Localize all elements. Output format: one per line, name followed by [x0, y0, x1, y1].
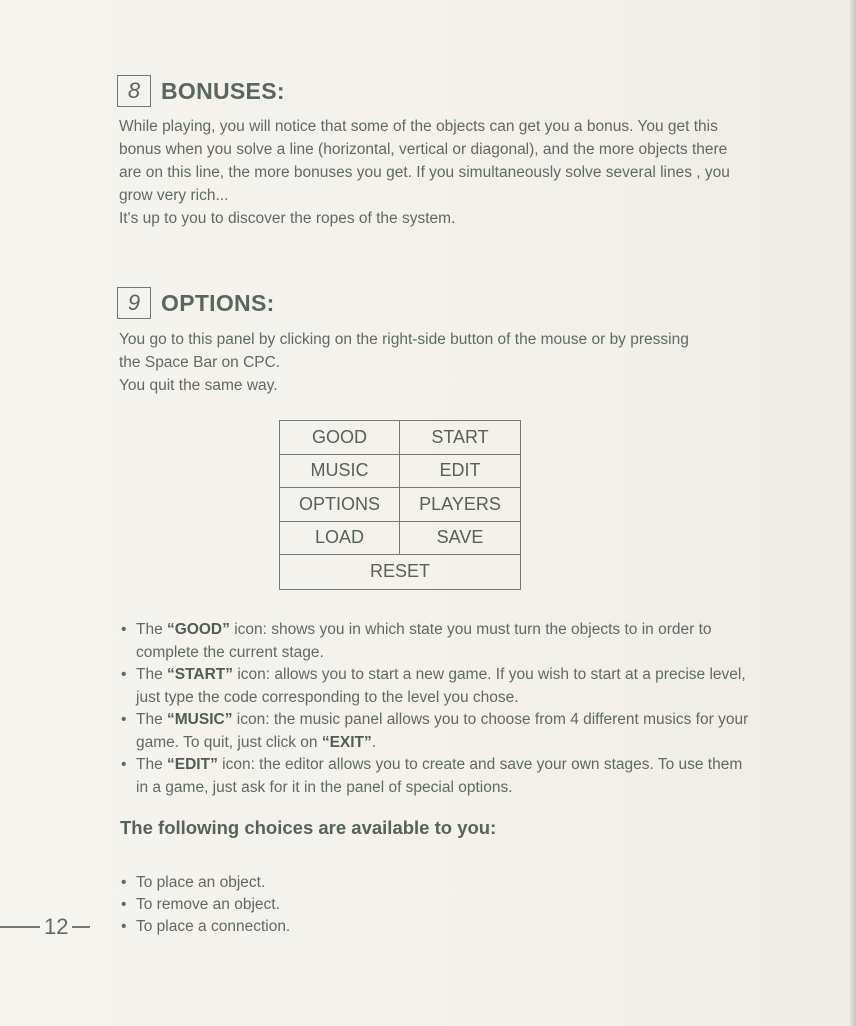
list-item [119, 916, 290, 938]
bullet-text: The [136, 756, 168, 773]
page-number: 12 [44, 914, 69, 939]
choice-text: To place a connection. [136, 918, 291, 935]
panel-cell-options: OPTIONS [280, 488, 400, 522]
icon-descriptions [119, 619, 749, 799]
choices-heading: The following choices are available to you: [120, 817, 497, 838]
bonuses-paragraph-2: It's up to you to discover the ropes of the system. [119, 210, 456, 227]
bullet-glyph: • [121, 666, 127, 683]
page-spine [850, 0, 856, 1026]
bullet-text: icon: shows you in which state you must turn the objects to in order to complete the current stage. [136, 621, 712, 661]
bullet-text: icon: the editor allows you to create and save your own stages. To use them in a game, just ask for it in the panel of special options. [136, 756, 743, 796]
bullet-keyword: “MUSIC” [167, 711, 233, 728]
list-item [119, 619, 749, 664]
bullet-glyph: • [121, 756, 127, 773]
bullet-keyword: “EDIT” [167, 756, 218, 773]
bullet-glyph: • [121, 621, 127, 638]
page-number-rule-right [72, 926, 90, 928]
bullet-text: . [371, 733, 377, 751]
section-number-box: 8 [117, 75, 151, 107]
section-number-box: 9 [117, 287, 151, 319]
panel-cell-good: GOOD [280, 421, 400, 455]
list-item [119, 894, 290, 916]
list-item [119, 664, 749, 709]
page-number-rule-left [0, 926, 40, 928]
section-title: BONUSES: [161, 77, 285, 104]
list-item [119, 872, 290, 894]
panel-cell-edit: EDIT [400, 455, 520, 489]
section-title: OPTIONS: [161, 289, 275, 316]
panel-cell-reset: RESET [369, 561, 430, 582]
page-number-footer [0, 914, 90, 940]
choice-text: To place an object. [136, 874, 266, 891]
bullet-keyword: “EXIT” [321, 733, 372, 751]
bonuses-text [119, 115, 749, 230]
bullet-glyph: • [121, 711, 127, 728]
bullet-text: The [136, 666, 168, 683]
bullet-glyph: • [121, 896, 127, 913]
bullet-text: icon: the music panel allows you to choose from 4 different musics for your game. To quit, just click on [136, 711, 749, 751]
bullet-glyph: • [121, 874, 127, 891]
options-line: You go to this panel by clicking on the right-side button of the mouse or by pressing the Space Bar on CPC. [119, 331, 689, 371]
panel-cell-players: PLAYERS [400, 488, 520, 522]
bonuses-paragraph: While playing, you will notice that some of the objects can get you a bonus. You get this bonus when you solve a line (horizontal, vertical or diagonal), and the more objects there are on this line, the more bonuses you get. If you simultaneously solve several lines , you grow very rich... [119, 118, 730, 204]
bullet-keyword: “GOOD” [167, 621, 230, 638]
list-item [119, 754, 749, 799]
panel-cell-music: MUSIC [280, 455, 400, 489]
bullet-text: icon: allows you to start a new game. If you wish to start at a precise level, just type the code corresponding to the level you chose. [136, 666, 746, 706]
options-text [119, 328, 709, 397]
panel-cell-start: START [400, 421, 520, 455]
panel-cell-load: LOAD [280, 522, 400, 556]
options-panel-diagram [279, 420, 521, 590]
bullet-glyph: • [121, 918, 127, 935]
list-item [119, 709, 749, 754]
choices-list [119, 872, 290, 938]
bullet-text: The [136, 621, 168, 638]
bullet-text: The [136, 711, 168, 728]
section-heading-options [117, 287, 275, 319]
section-heading-bonuses [117, 75, 285, 107]
panel-cell-save: SAVE [400, 522, 520, 556]
options-line: You quit the same way. [119, 377, 278, 394]
choice-text: To remove an object. [136, 896, 280, 913]
bullet-keyword: “START” [167, 666, 234, 683]
